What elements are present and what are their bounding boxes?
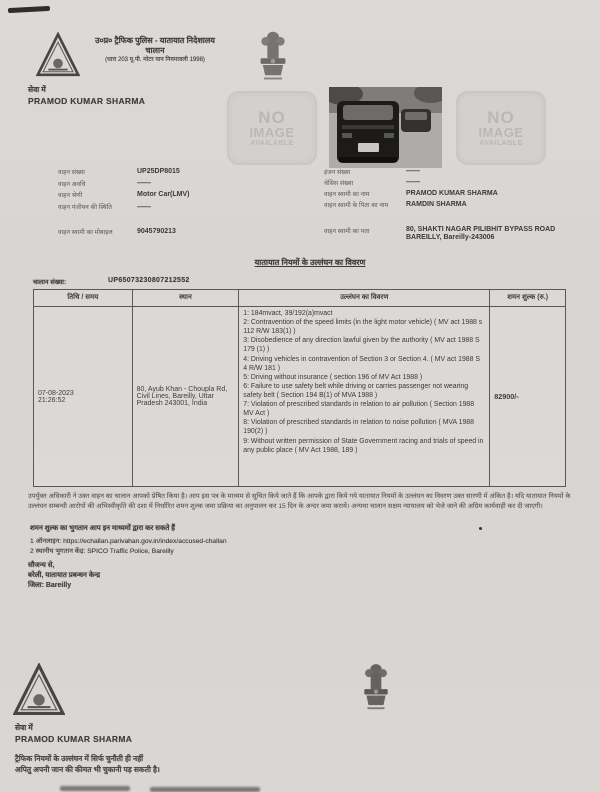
owner-mobile-number: 9045790213 — [137, 228, 176, 235]
signoff-district: जिला: Bareilly — [28, 582, 72, 589]
signoff-office: बरेली, यातायात प्रबन्धन केन्द्र — [28, 572, 101, 579]
violation-details-cell — [239, 307, 490, 486]
owner-father-name: RAMDIN SHARMA — [406, 201, 467, 208]
vehicle-class: Motor Car(LMV) — [137, 191, 190, 198]
violation-datetime: 07-08-2023 21:26:52 — [38, 389, 74, 404]
scan-artifact-bottom — [150, 787, 260, 792]
ashoka-emblem-icon — [360, 662, 392, 712]
detail-label: वाहन स्वामी का मोबाइल — [58, 229, 113, 236]
detail-label: इंजन संख्या — [324, 169, 351, 176]
no-image-text-2: IMAGE — [478, 125, 524, 141]
safety-slogan-line1: ट्रैफिक नियमों के उल्लंघन में सिर्फ चुनौती ही नहीं — [15, 754, 144, 763]
safety-slogan-line2: अपितु अपनी जान की कीमत भी चुकानी पड़ सकती है। — [15, 765, 160, 774]
owner-name: PRAMOD KUMAR SHARMA — [406, 190, 498, 197]
to-label: सेवा में — [28, 85, 46, 94]
scan-artifact-top — [8, 6, 50, 13]
vehicle-registration-number: UP25DP8015 — [137, 168, 180, 175]
detail-label: वाहन स्वामी का पता — [324, 228, 370, 235]
location-cell — [133, 307, 240, 486]
payment-heading: शमन शुल्क का भुगतान आप इन माध्यमों द्वारा कर सकते हैं — [30, 525, 176, 532]
scan-artifact-bottom — [60, 786, 130, 791]
detail-label: चेसिस संख्या — [324, 180, 354, 187]
challan-number-label: चालान संख्या: — [33, 279, 67, 286]
no-image-placeholder-right — [456, 91, 546, 165]
signoff-courtesy: सौजन्य से, — [28, 562, 55, 569]
triangle-logo-icon — [36, 32, 80, 79]
fine-amount: 82900/- — [494, 392, 519, 401]
fine-cell — [490, 307, 565, 486]
no-image-text-3: AVAILABLE — [250, 140, 294, 148]
detail-label: वाहन संख्या — [58, 169, 85, 176]
ashoka-emblem-top — [256, 30, 290, 82]
detail-value: —— — [406, 179, 420, 186]
no-image-text-2: IMAGE — [249, 125, 295, 141]
ashoka-emblem-icon — [256, 30, 290, 82]
detail-label: वाहन स्वामी का नाम — [324, 191, 370, 198]
detail-label: वाहन स्वामी के पिता का नाम — [324, 202, 389, 209]
detail-label: वाहन अवधि — [58, 181, 86, 188]
detail-value: —— — [137, 204, 151, 211]
payment-method-online: 1 ऑनलाइन: https://echallan.parivahan.gov.in/index/accused-challan — [30, 538, 227, 545]
violation-line: 6: Failure to use safety belt while driving or carries passenger not wearing safety belt ( Section 194 B(1) of MVA 1988 ) — [243, 382, 469, 399]
traffic-directorate-triangle-logo — [36, 32, 80, 79]
detail-label: वाहन पंजीयन की स्थिति — [58, 204, 112, 211]
payment-method-local: 2 स्थानीय भुगतान केंद्र: SPICO Traffic Police, Bareilly — [30, 548, 174, 555]
column-header-datetime: तिथि / समय — [34, 290, 133, 307]
datetime-cell — [34, 307, 133, 486]
no-image-text-1: NO — [258, 107, 286, 127]
ashoka-emblem-bottom — [360, 662, 392, 712]
violation-line: 3: Disobedience of any direction lawful given by the authority ( MV act 1988 S 179 (1) ) — [243, 337, 480, 354]
detail-value: —— — [406, 168, 420, 175]
violation-line: 2: Contravention of the speed limits (in the light motor vehicle) ( MV act 1988 s 112 R/W 183(1) ) — [243, 319, 483, 336]
footer-to-label: सेवा में — [15, 723, 33, 732]
header-office-block — [80, 36, 230, 65]
recipient-name: PRAMOD KUMAR SHARMA — [28, 96, 146, 106]
detail-value: —— — [137, 180, 151, 187]
vehicle-evidence-photo — [329, 87, 442, 168]
detail-label: वाहन श्रेणी — [58, 192, 83, 199]
violation-line: 4: Driving vehicles in contravention of Section 3 or Section 4. ( MV act 1988 S 4 R/W 181 ) — [243, 355, 480, 372]
triangle-logo-icon — [13, 663, 65, 718]
column-header-location: स्थान — [133, 290, 240, 307]
violations-table-header-row — [34, 290, 565, 307]
no-image-text-3: AVAILABLE — [479, 140, 523, 148]
no-image-placeholder-left — [227, 91, 317, 165]
violation-line: 1: 184mvact, 39/192(a)mvact — [243, 310, 333, 317]
no-image-text-1: NO — [487, 107, 515, 127]
scan-dot-artifact — [479, 527, 482, 530]
footer-recipient-name: PRAMOD KUMAR SHARMA — [15, 734, 133, 744]
violation-line: 5: Driving without insurance ( section 196 of MV Act 1988 ) — [243, 373, 423, 381]
legal-notice-paragraph: उपर्युक्त अधिकारी ने उक्त वाहन का चालान आपको प्रेषित किया है। आप इस पत्र के माध्यम से सूचित किये जाते हैं कि आपके द्वारा किये गये यातायात नियमों के उल्लंघन का विवरण उक्त सारणी में अंकित है। यदि यातायात नियमों के उल्लंघन सम्बन्धी आरोपों की अभिस्वीकृति की दशा में निर्धारित शमन शुल्क जमा प्रक्रिया का अनुपालन कर 15 दिन के अन्दर जमा करायें। अन्यथा चालान सक्षम न्यायालय को भेजे जाने की अग्रिम कार्यवाही कर दी जाएगी। — [28, 493, 571, 511]
violations-table-body-row — [34, 307, 565, 486]
office-name-line3: (धारा 203 यू.पी. मोटर यान नियमावली 1998) — [105, 56, 205, 63]
violations-table — [33, 289, 566, 487]
office-name-line2: चालान — [145, 46, 165, 56]
owner-address: 80, SHAKTI NAGAR PILIBHIT BYPASS ROAD BAREILLY, Bareilly-243006 — [406, 226, 556, 242]
column-header-fine: शमन शुल्क (रु.) — [490, 290, 565, 307]
vehicle-photo-graphic — [329, 87, 442, 168]
challan-number-value: UP65073230807212552 — [108, 277, 190, 284]
office-name-line1: उ०प्र० ट्रैफिक पुलिस - यातायात निदेशालय — [95, 36, 215, 45]
violation-line: 7: Violation of prescribed standards in relation to air pollution ( Section 1988 MV Act ) — [243, 401, 475, 418]
traffic-directorate-triangle-logo-bottom — [13, 663, 65, 718]
violation-line: 8: Violation of prescribed standards in relation to noise pollution ( MVA 1988 190(2) ) — [243, 419, 474, 436]
column-header-violation-details: उल्लंघन का विवरण — [239, 290, 490, 307]
violation-location: 80, Ayub Khan - Choupla Rd, Civil Lines, Bareilly, Uttar Pradesh 243001, India — [136, 386, 228, 407]
violation-section-title: यातायात नियमों के उल्लंघन का विवरण — [254, 258, 366, 267]
violation-line: 9: Without written permission of State Government racing and trials of speed in any public place ( MV Act 1988, 189 ) — [243, 437, 484, 454]
